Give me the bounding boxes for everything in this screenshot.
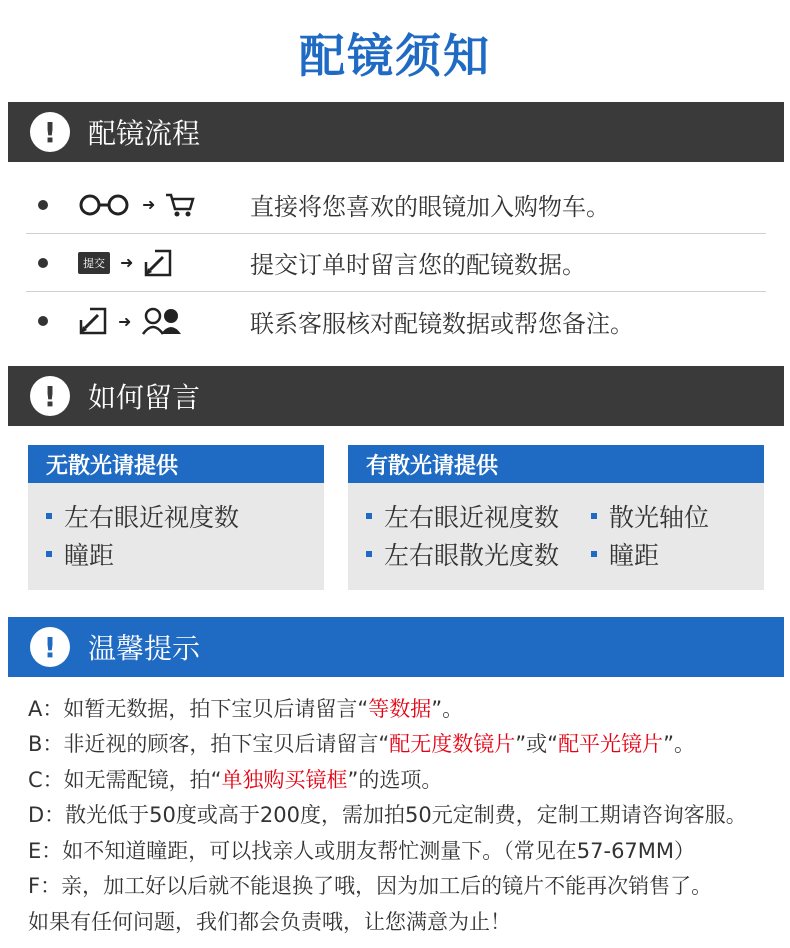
tip-text: B：非近视的顾客，拍下宝贝后请留言“	[28, 732, 390, 757]
tip-c	[28, 761, 788, 797]
card-astigmatism	[348, 445, 764, 590]
tip-f: F：亲，加工好以后就不能退换了哦，因为加工后的镜片不能再次销售了。	[28, 874, 713, 899]
tip-e: E：如不知道瞳距，可以找亲人或朋友帮忙测量下。（常见在57-67MM）	[28, 838, 696, 863]
process-step	[26, 292, 766, 350]
tip-text: C：如无需配镜，拍“	[28, 767, 222, 792]
bullet-square	[46, 551, 52, 557]
step-icons	[78, 306, 250, 336]
card-title: 无散光请提供	[28, 445, 324, 483]
section-bar-how-to	[8, 366, 784, 426]
arrow-icon: ➜	[120, 253, 134, 272]
list-item	[591, 535, 761, 573]
item-label: 散光轴位	[609, 503, 710, 532]
list-item	[366, 535, 591, 573]
step-icons	[78, 192, 250, 218]
bullet-dot	[38, 200, 48, 210]
tip-d: D：散光低于50度或高于200度，需加拍50元定制费，定制工期请咨询客服。	[28, 803, 747, 828]
glasses-icon	[78, 193, 132, 217]
page-title: 配镜须知	[299, 29, 491, 83]
process-steps	[26, 176, 766, 350]
exclamation-icon: !	[30, 112, 70, 152]
list-item	[46, 497, 324, 535]
item-label: 瞳距	[64, 541, 115, 570]
tip-a	[28, 690, 788, 726]
tip-text: ”或“	[515, 732, 559, 757]
tip-text: ”。	[663, 732, 695, 757]
tip-closing: 如果有任何问题，我们都会负责哦，让您满意为止！	[28, 909, 511, 934]
bullet-dot	[38, 258, 48, 268]
section-bar-process	[8, 102, 784, 162]
tip-b	[28, 726, 788, 762]
step-text: 联系客服核对配镜数据或帮您备注。	[250, 309, 634, 338]
step-icons	[78, 248, 250, 278]
process-step	[26, 176, 766, 234]
bullet-square	[366, 513, 372, 519]
tip-highlight: 配无度数镜片	[389, 732, 516, 757]
section-title: 温馨提示	[88, 632, 201, 665]
item-label: 左右眼近视度数	[384, 503, 560, 532]
submit-badge: 提交	[78, 252, 110, 274]
tip-highlight: 单独购买镜框	[221, 767, 348, 792]
item-label: 瞳距	[609, 541, 660, 570]
arrow-icon: ➜	[118, 311, 132, 331]
tips-list	[28, 690, 788, 939]
tip-highlight: 等数据	[368, 696, 432, 721]
tip-text: A：如暂无数据，拍下宝贝后请留言“	[28, 696, 369, 721]
bullet-square	[591, 513, 597, 519]
bullet-square	[46, 513, 52, 519]
process-step	[26, 234, 766, 292]
tip-highlight: 配平光镜片	[558, 732, 664, 757]
list-item	[366, 497, 591, 535]
exclamation-icon: !	[30, 376, 70, 416]
step-text: 提交订单时留言您的配镜数据。	[250, 251, 586, 279]
arrow-icon: ➜	[142, 195, 156, 214]
edit-note-icon	[143, 248, 173, 278]
tip-text: ”。	[431, 696, 464, 721]
edit-note-icon	[78, 306, 108, 336]
customer-service-icon	[141, 306, 183, 336]
card-list	[348, 483, 764, 573]
list-item	[591, 497, 761, 535]
cart-icon	[165, 192, 195, 218]
card-list	[28, 483, 324, 573]
card-title: 有散光请提供	[348, 445, 764, 483]
section-title: 如何留言	[88, 381, 201, 414]
list-item	[46, 535, 324, 573]
item-label: 左右眼散光度数	[384, 541, 560, 570]
section-title: 配镜流程	[88, 117, 201, 150]
bullet-square	[366, 551, 372, 557]
exclamation-icon: !	[30, 627, 70, 667]
card-no-astigmatism	[28, 445, 324, 590]
step-text: 直接将您喜欢的眼镜加入购物车。	[250, 193, 610, 221]
item-label: 左右眼近视度数	[64, 503, 240, 532]
tip-text: ”的选项。	[347, 767, 443, 792]
bullet-dot	[38, 316, 48, 326]
bullet-square	[591, 551, 597, 557]
section-bar-tips	[8, 617, 784, 677]
